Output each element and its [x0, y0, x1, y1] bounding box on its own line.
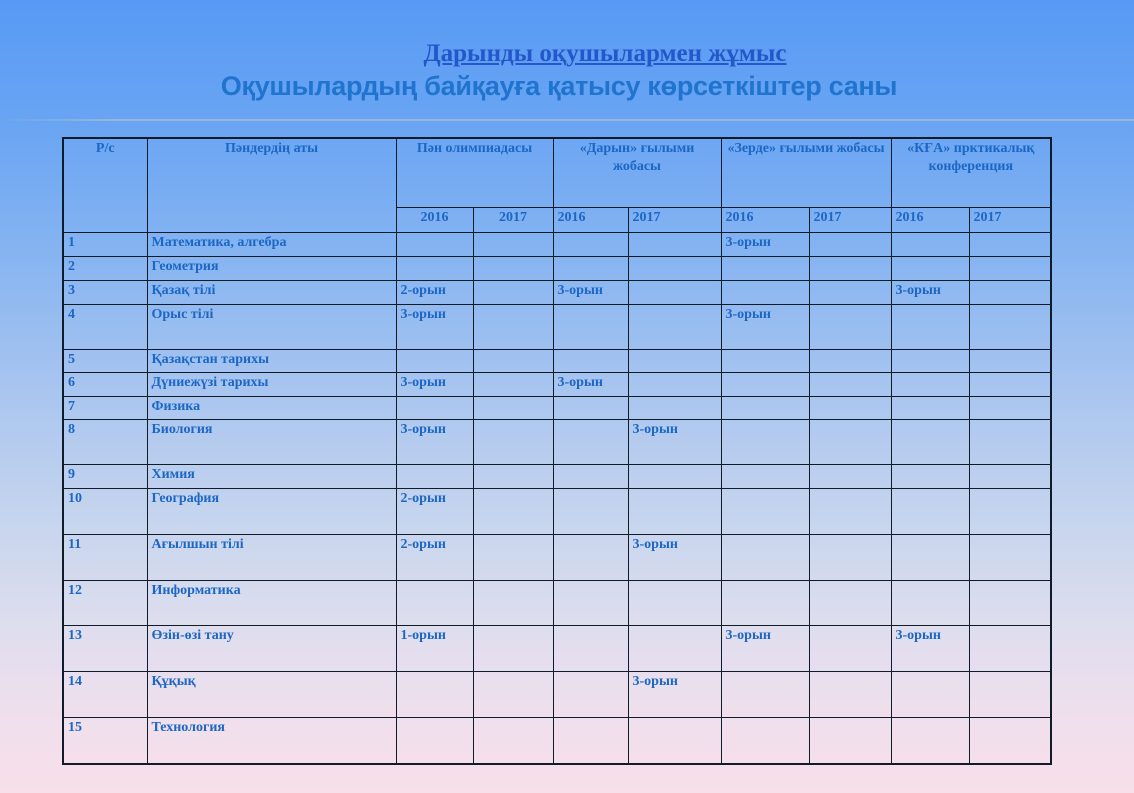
value-cell — [473, 373, 553, 397]
header-subject: Пәндердің аты — [147, 138, 396, 233]
value-cell — [891, 489, 969, 535]
table-row — [63, 535, 1051, 581]
value-cell: 3-орын — [628, 672, 721, 718]
value-cell — [628, 281, 721, 305]
subject-cell: География — [147, 489, 396, 535]
value-cell — [553, 626, 628, 672]
value-cell — [553, 672, 628, 718]
value-cell — [891, 672, 969, 718]
value-cell — [809, 233, 891, 257]
value-cell — [721, 281, 809, 305]
value-cell — [628, 397, 721, 420]
subject-cell: Қазақ тілі — [147, 281, 396, 305]
value-cell — [628, 305, 721, 350]
value-cell — [628, 350, 721, 373]
value-cell: 2-орын — [396, 535, 473, 581]
table-row — [63, 581, 1051, 626]
table-row — [63, 672, 1051, 718]
value-cell — [891, 305, 969, 350]
value-cell — [969, 350, 1051, 373]
value-cell — [809, 718, 891, 764]
table-row — [63, 373, 1051, 397]
value-cell — [969, 465, 1051, 489]
row-num-cell: 2 — [63, 257, 147, 281]
value-cell — [553, 233, 628, 257]
value-cell — [553, 350, 628, 373]
value-cell: 3-орын — [721, 233, 809, 257]
value-cell: 2-орын — [396, 281, 473, 305]
value-cell — [396, 465, 473, 489]
value-cell — [628, 581, 721, 626]
value-cell — [553, 397, 628, 420]
year-daryn-2016: 2016 — [553, 208, 628, 233]
value-cell — [969, 420, 1051, 465]
value-cell — [809, 420, 891, 465]
value-cell — [721, 672, 809, 718]
value-cell — [396, 397, 473, 420]
value-cell — [473, 581, 553, 626]
value-cell — [473, 350, 553, 373]
row-num-cell: 14 — [63, 672, 147, 718]
value-cell — [721, 465, 809, 489]
value-cell — [473, 489, 553, 535]
table-row — [63, 233, 1051, 257]
value-cell — [396, 350, 473, 373]
value-cell — [473, 420, 553, 465]
value-cell — [809, 373, 891, 397]
value-cell: 2-орын — [396, 489, 473, 535]
value-cell — [553, 535, 628, 581]
header-num: Р/с — [63, 138, 147, 233]
year-daryn-2017: 2017 — [628, 208, 721, 233]
subject-cell: Информатика — [147, 581, 396, 626]
value-cell — [628, 257, 721, 281]
table-row — [63, 305, 1051, 350]
subject-cell: Математика, алгебра — [147, 233, 396, 257]
header-group-row — [63, 138, 1051, 208]
title-separator-line — [0, 119, 1134, 121]
table-row — [63, 626, 1051, 672]
value-cell — [891, 420, 969, 465]
value-cell — [553, 718, 628, 764]
value-cell — [891, 465, 969, 489]
row-num-cell: 6 — [63, 373, 147, 397]
row-num-cell: 9 — [63, 465, 147, 489]
value-cell — [809, 489, 891, 535]
value-cell: 3-орын — [396, 420, 473, 465]
value-cell — [891, 257, 969, 281]
value-cell — [473, 233, 553, 257]
subject-cell: Өзін-өзі тану — [147, 626, 396, 672]
value-cell — [473, 281, 553, 305]
slide-subtitle: Оқушылардың байқауға қатысу көрсеткіштер саны — [220, 71, 898, 101]
value-cell — [891, 233, 969, 257]
value-cell — [553, 465, 628, 489]
value-cell — [809, 257, 891, 281]
table-row — [63, 420, 1051, 465]
value-cell — [628, 718, 721, 764]
year-zerde-2017: 2017 — [809, 208, 891, 233]
subject-cell: Технология — [147, 718, 396, 764]
value-cell: 3-орын — [553, 373, 628, 397]
value-cell — [809, 281, 891, 305]
value-cell — [721, 397, 809, 420]
value-cell — [473, 718, 553, 764]
value-cell: 3-орын — [721, 305, 809, 350]
year-olympiad-2016: 2016 — [396, 208, 473, 233]
value-cell — [473, 672, 553, 718]
value-cell — [721, 535, 809, 581]
value-cell — [628, 489, 721, 535]
value-cell — [969, 672, 1051, 718]
value-cell — [553, 305, 628, 350]
subject-cell: Дүниежүзі тарихы — [147, 373, 396, 397]
value-cell — [396, 672, 473, 718]
table-row — [63, 718, 1051, 764]
subject-cell: Құқық — [147, 672, 396, 718]
subject-cell: Геометрия — [147, 257, 396, 281]
subject-cell: Орыс тілі — [147, 305, 396, 350]
year-kga-2017: 2017 — [969, 208, 1051, 233]
value-cell — [721, 373, 809, 397]
value-cell — [969, 373, 1051, 397]
value-cell — [396, 233, 473, 257]
value-cell — [891, 350, 969, 373]
value-cell: 3-орын — [628, 535, 721, 581]
table-row — [63, 257, 1051, 281]
value-cell — [969, 581, 1051, 626]
table-row — [63, 281, 1051, 305]
table-row — [63, 489, 1051, 535]
table-row — [63, 465, 1051, 489]
table-row — [63, 397, 1051, 420]
value-cell — [969, 257, 1051, 281]
results-table-body — [63, 233, 1051, 764]
year-zerde-2016: 2016 — [721, 208, 809, 233]
value-cell — [809, 581, 891, 626]
value-cell: 3-орын — [396, 373, 473, 397]
value-cell — [628, 233, 721, 257]
value-cell — [396, 581, 473, 626]
slide-title — [38, 40, 1134, 68]
header-group-kga: «КҒА» прктикалық конференция — [891, 138, 1051, 208]
value-cell — [891, 373, 969, 397]
value-cell: 1-орын — [396, 626, 473, 672]
value-cell: 3-орын — [891, 626, 969, 672]
value-cell — [721, 350, 809, 373]
subject-cell: Химия — [147, 465, 396, 489]
value-cell — [473, 305, 553, 350]
value-cell — [473, 535, 553, 581]
value-cell — [473, 397, 553, 420]
value-cell — [721, 718, 809, 764]
value-cell: 3-орын — [396, 305, 473, 350]
row-num-cell: 5 — [63, 350, 147, 373]
value-cell — [891, 535, 969, 581]
row-num-cell: 11 — [63, 535, 147, 581]
value-cell — [969, 305, 1051, 350]
value-cell — [969, 535, 1051, 581]
subject-cell: Қазақстан тарихы — [147, 350, 396, 373]
row-num-cell: 10 — [63, 489, 147, 535]
value-cell — [553, 257, 628, 281]
row-num-cell: 4 — [63, 305, 147, 350]
subject-cell: Биология — [147, 420, 396, 465]
value-cell — [809, 397, 891, 420]
table-row — [63, 350, 1051, 373]
value-cell: 3-орын — [628, 420, 721, 465]
value-cell — [553, 420, 628, 465]
value-cell — [396, 257, 473, 281]
value-cell — [721, 257, 809, 281]
value-cell — [891, 397, 969, 420]
row-num-cell: 3 — [63, 281, 147, 305]
value-cell — [553, 489, 628, 535]
value-cell: 3-орын — [721, 626, 809, 672]
row-num-cell: 15 — [63, 718, 147, 764]
value-cell — [721, 489, 809, 535]
year-olympiad-2017: 2017 — [473, 208, 553, 233]
value-cell — [809, 626, 891, 672]
value-cell — [969, 281, 1051, 305]
row-num-cell: 13 — [63, 626, 147, 672]
subject-cell: Ағылшын тілі — [147, 535, 396, 581]
year-kga-2016: 2016 — [891, 208, 969, 233]
value-cell: 3-орын — [891, 281, 969, 305]
value-cell — [553, 581, 628, 626]
header-group-daryn: «Дарын» ғылыми жобасы — [553, 138, 721, 208]
value-cell — [891, 718, 969, 764]
value-cell — [809, 672, 891, 718]
value-cell — [891, 581, 969, 626]
value-cell — [969, 397, 1051, 420]
row-num-cell: 1 — [63, 233, 147, 257]
header-group-zerde: «Зерде» ғылыми жобасы — [721, 138, 891, 208]
subject-cell: Физика — [147, 397, 396, 420]
results-table — [62, 137, 1052, 765]
slide-title-text: Дарынды оқушылармен жұмыс — [423, 40, 787, 67]
value-cell — [473, 626, 553, 672]
value-cell — [628, 626, 721, 672]
row-num-cell: 12 — [63, 581, 147, 626]
value-cell — [721, 420, 809, 465]
value-cell — [809, 350, 891, 373]
value-cell — [969, 626, 1051, 672]
value-cell — [969, 489, 1051, 535]
header-group-olympiad: Пән олимпиадасы — [396, 138, 553, 208]
value-cell: 3-орын — [553, 281, 628, 305]
value-cell — [809, 465, 891, 489]
value-cell — [473, 257, 553, 281]
row-num-cell: 7 — [63, 397, 147, 420]
value-cell — [809, 535, 891, 581]
value-cell — [969, 718, 1051, 764]
value-cell — [396, 718, 473, 764]
value-cell — [628, 465, 721, 489]
row-num-cell: 8 — [63, 420, 147, 465]
value-cell — [809, 305, 891, 350]
value-cell — [473, 465, 553, 489]
value-cell — [721, 581, 809, 626]
value-cell — [628, 373, 721, 397]
value-cell — [969, 233, 1051, 257]
